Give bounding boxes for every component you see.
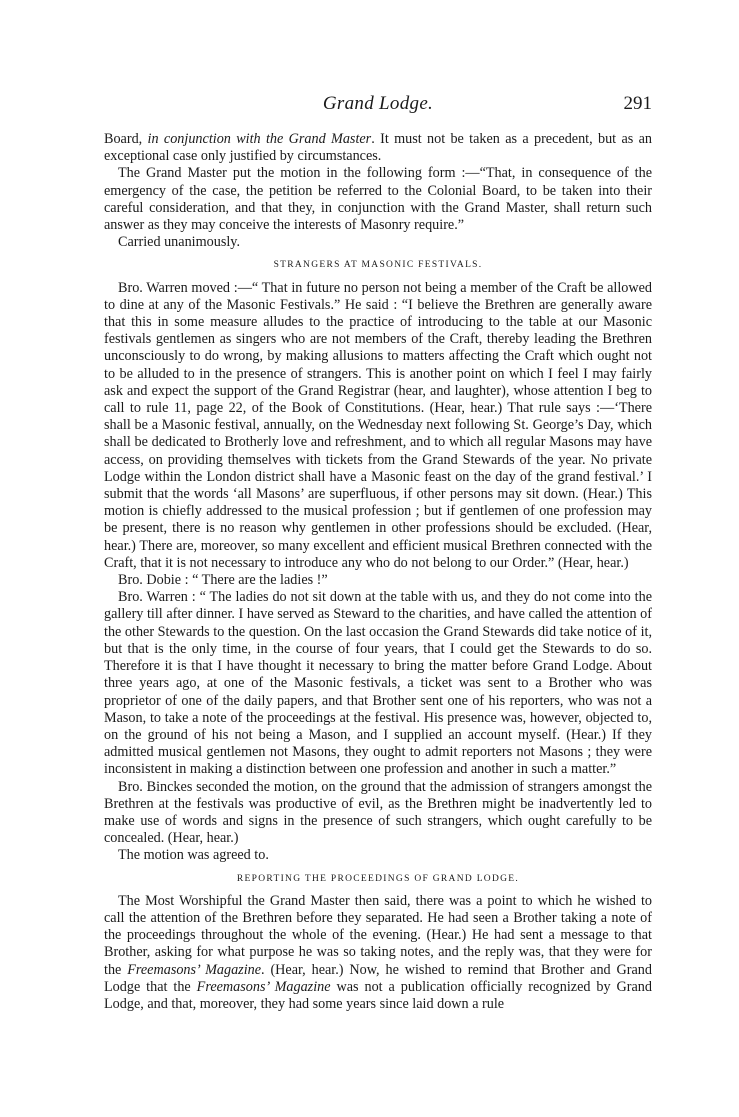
paragraph: Bro. Dobie : “ There are the ladies !”	[118, 572, 328, 589]
section-heading: REPORTING THE PROCEEDINGS OF GRAND LODGE.	[236, 873, 520, 884]
paragraph: The Most Worshipful the Grand Master then said, there was a point to which he wished to call the attention of the Brethren before they separated. He had seen a Brother taking a note of the proceedings throughout the whole of the evening. (Hear.) He had sent a message to that Brother, asking for what purpose he was so taking notes, and the reply was, that they were for the Freemasons’ Magazine. (Hear, hear.) Now, he wished to remind that Brother and Grand Lodge that the Freemasons’ Magazine was not a publication officially recognized by Grand Lodge, and that, moreover, they had some years since laid down a rule	[104, 892, 652, 1012]
running-head	[104, 93, 652, 121]
page-number: 291	[623, 93, 652, 114]
body-text	[104, 131, 652, 1013]
running-head-title: Grand Lodge.	[322, 93, 434, 114]
paragraph: Bro. Warren : “ The ladies do not sit down at the table with us, and they do not come into the gallery till after dinner. I have served as Steward to the charities, and have called the attention of the other Stewards to the question. On the last occasion the Grand Stewards did take notice of it, but that is the only time, in the course of four years, that I could get the Stewards to do so. Therefore it is that I have thought it necessary to bring the matter before Grand Lodge. About three years ago, at one of the Masonic festivals, a ticket was sent to a Brother who was proprietor of one of the daily papers, and that Brother sent one of his reporters, who was not a Mason, to take a note of the proceedings at the festival. His presence was, however, objected to, on the ground of his not being a Mason, and I supplied an account myself. (Hear.) If they admitted musical gentlemen not Masons, they ought to admit reporters not Masons ; they were inconsistent in making a distinction between one profession and another in such a matter.”	[104, 589, 652, 778]
paragraph: Carried unanimously.	[118, 234, 241, 251]
paragraph: Board, in conjunction with the Grand Master. It must not be taken as a precedent, but as an exceptional case only justified by circumstances.	[104, 131, 652, 165]
paragraph: Bro. Binckes seconded the motion, on the ground that the admission of strangers amongst the Brethren at the festivals was productive of evil, as the Brethren might be inadvertently led to make use of words and signs in the presence of such strangers, which ought carefully to be concealed. (Hear, hear.)	[104, 778, 652, 847]
paragraph: The Grand Master put the motion in the following form :—“That, in consequence of the emergency of the case, the petition be referred to the Colonial Board, to be taken into their careful consideration, and that they, in conjunction with the Grand Master, shall return such answer as they may conceive the interests of Masonry require.”	[104, 165, 652, 234]
section-heading: STRANGERS AT MASONIC FESTIVALS.	[273, 260, 483, 271]
paragraph: The motion was agreed to.	[118, 847, 269, 864]
paragraph: Bro. Warren moved :—“ That in future no person not being a member of the Craft be allowed to dine at any of the Masonic Festivals.” He said : “I believe the Brethren are generally aware that this in some measure alludes to the practice of introducing to the table at our Masonic festivals gentlemen as singers who are not members of the Craft, thereby leading the Brethren unconsciously to do wrong, by making allusions to matters affecting the Craft which ought not to be alluded to in the presence of strangers. This is another point on which I feel I may fairly ask and expect the support of the Grand Registrar (hear, and laughter), whose attention I beg to call to rule 11, page 22, of the Book of Constitutions. (Hear, hear.) That rule says :—‘There shall be a Masonic festival, annually, on the Wednesday next following St. George’s Day, which shall be dedicated to Brotherly love and refreshment, and to which all regular Masons may have access, on providing themselves with tickets from the Grand Stewards of the year. No private Lodge within the London district shall have a Masonic feast on the day of the grand festival.’ I submit that the words ‘all Masons’ are superfluous, if other persons may sit down. (Hear.) This motion is chiefly addressed to the musical profession ; but if gentlemen of one profession may be present, there is no reason why gentlemen in other professions should be excluded. (Hear, hear.) There are, moreover, so many excellent and efficient musical Brethren connected with the Craft, that it is not necessary to introduce any who do not belong to our Order.” (Hear, hear.)	[104, 279, 652, 571]
